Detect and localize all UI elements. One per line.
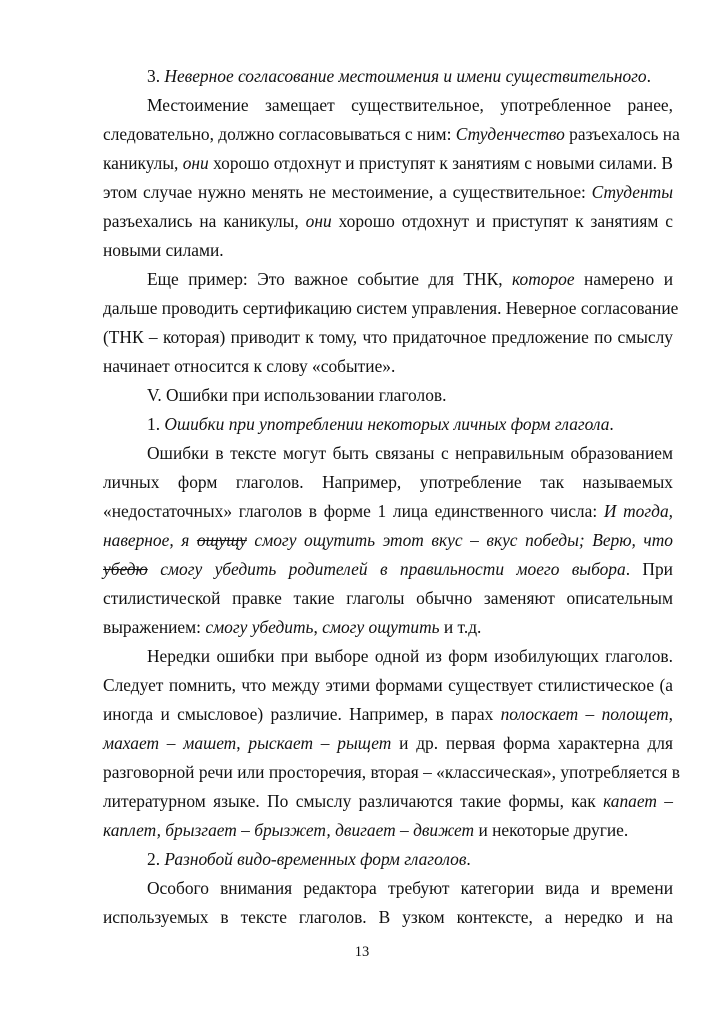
text-run: 1. xyxy=(147,414,165,434)
italic-text: которое xyxy=(512,269,575,289)
italic-text: смогу ощутить xyxy=(322,617,440,637)
text-run: , xyxy=(668,704,673,724)
paragraph-line xyxy=(147,874,673,903)
italic-text: каплет, брызгает – брызжет, двигает – движет xyxy=(103,820,475,840)
text-run: хорошо отдохнут и приступят к занятиям с xyxy=(331,211,673,231)
text-run: Следует помнить, что между этими формами существует стилистическое (а xyxy=(103,675,673,695)
paragraph-line xyxy=(103,758,680,787)
paragraph-line xyxy=(147,439,673,468)
italic-text: Студенты xyxy=(591,182,673,202)
italic-text: смогу ощутить этот вкус – вкус победы; Верю, что xyxy=(246,530,673,550)
heading-aspect-tense xyxy=(147,845,673,874)
paragraph-line xyxy=(147,642,673,671)
text-run: разъехались на каникулы, xyxy=(103,211,306,231)
text-run: Особого внимания редактора требуют категории вида и времени xyxy=(147,878,673,898)
italic-text: смогу убедить родителей в правильности моего выбора xyxy=(147,559,626,579)
text-run: хорошо отдохнут и приступят к занятиям с новыми силами. В xyxy=(208,153,673,173)
text-run: и др. первая форма характерна для xyxy=(391,733,673,753)
text-run: этом случае нужно менять не местоимение, а существительное: xyxy=(103,182,592,202)
text-run: V. Ошибки при использовании глаголов. xyxy=(147,385,447,405)
paragraph-line xyxy=(103,294,679,323)
paragraph-line xyxy=(103,236,673,265)
italic-text: И тогда, xyxy=(603,501,673,521)
text-run: выражением: xyxy=(103,617,206,637)
text-run: . xyxy=(609,414,614,434)
text-run: , xyxy=(236,733,249,753)
paragraph-line xyxy=(103,671,673,700)
paragraph-line xyxy=(103,526,673,555)
italic-text: они xyxy=(182,153,209,173)
italic-text: рыскает – рыщет xyxy=(248,733,392,753)
text-run: стилистической правке такие глаголы обычно заменяют описательным xyxy=(103,588,673,608)
italic-text: полоскает – полощет xyxy=(500,704,669,724)
text-run: , xyxy=(313,617,323,637)
text-run: . xyxy=(646,66,651,86)
italic-text: Студенчество xyxy=(455,124,565,144)
text-run: (ТНК – которая) приводит к тому, что придаточное предложение по смыслу xyxy=(103,327,673,347)
text-run: «недостаточных» глаголов в форме 1 лица единственного числа: xyxy=(103,501,604,521)
italic-text: капает – xyxy=(603,791,673,811)
text-run: . xyxy=(466,849,471,869)
heading-personal-forms xyxy=(147,410,673,439)
text-run: 3. xyxy=(147,66,165,86)
paragraph-line xyxy=(103,787,673,816)
text-run: Местоимение замещает существительное, употребленное ранее, xyxy=(147,95,673,115)
text-run: Нередки ошибки при выборе одной из форм изобилующих глаголов. xyxy=(147,646,673,666)
paragraph-line xyxy=(103,584,673,613)
text-run: новыми силами. xyxy=(103,240,224,260)
text-run: начинает относится к слову «событие». xyxy=(103,356,396,376)
text-run: . При xyxy=(625,559,673,579)
text-run: дальше проводить сертификацию систем управления. Неверное согласование xyxy=(103,298,679,318)
paragraph-line xyxy=(103,323,673,352)
paragraph-line xyxy=(147,265,673,294)
text-run: литературном языке. По смыслу различаются такие формы, как xyxy=(103,791,604,811)
text-run: разговорной речи или просторечия, вторая – «классическая», употребляется в xyxy=(103,762,680,782)
paragraph-line xyxy=(103,468,673,497)
paragraph-line xyxy=(103,352,673,381)
italic-text: махает – машет xyxy=(103,733,237,753)
text-run: 2. xyxy=(147,849,165,869)
paragraph-line xyxy=(147,91,673,120)
text-run: разъехалось на xyxy=(564,124,680,144)
heading-verb-errors xyxy=(147,381,673,410)
paragraph-line xyxy=(103,700,673,729)
struck-word: ощущу xyxy=(196,530,247,550)
text-run: иногда и смысловое) различие. Например, в парах xyxy=(103,704,501,724)
text-run: Еще пример: Это важное событие для ТНК, xyxy=(147,269,513,289)
italic-text: Неверное согласование местоимения и имени существительного xyxy=(164,66,647,86)
paragraph-line xyxy=(103,178,673,207)
paragraph-line xyxy=(103,729,673,758)
text-run: личных форм глаголов. Например, употребление так называемых xyxy=(103,472,673,492)
page-number: 13 xyxy=(354,944,370,960)
struck-word: убедю xyxy=(103,559,148,579)
paragraph-line xyxy=(103,497,673,526)
text-run: используемых в тексте глаголов. В узком контексте, а нередко и на xyxy=(103,907,673,927)
text-run: следовательно, должно согласовываться с ним: xyxy=(103,124,456,144)
italic-text: Разнобой видо-временных форм глаголов xyxy=(164,849,467,869)
text-run: каникулы, xyxy=(103,153,183,173)
heading-pronoun-agreement xyxy=(147,62,673,91)
paragraph-line xyxy=(103,555,673,584)
paragraph-line xyxy=(103,903,673,932)
italic-text: смогу убедить xyxy=(205,617,314,637)
paragraph-line xyxy=(103,207,673,236)
italic-text: они xyxy=(305,211,332,231)
text-run: намерено и xyxy=(574,269,673,289)
italic-text: Ошибки при употреблении некоторых личных форм глагола xyxy=(164,414,610,434)
paragraph-line xyxy=(103,816,673,845)
italic-text: наверное, я xyxy=(103,530,197,550)
paragraph-line xyxy=(103,149,673,178)
text-run: и т.д. xyxy=(439,617,482,637)
paragraph-line xyxy=(103,613,673,642)
text-run: и некоторые другие. xyxy=(474,820,629,840)
paragraph-line xyxy=(103,120,680,149)
text-run: Ошибки в тексте могут быть связаны с неправильным образованием xyxy=(147,443,673,463)
